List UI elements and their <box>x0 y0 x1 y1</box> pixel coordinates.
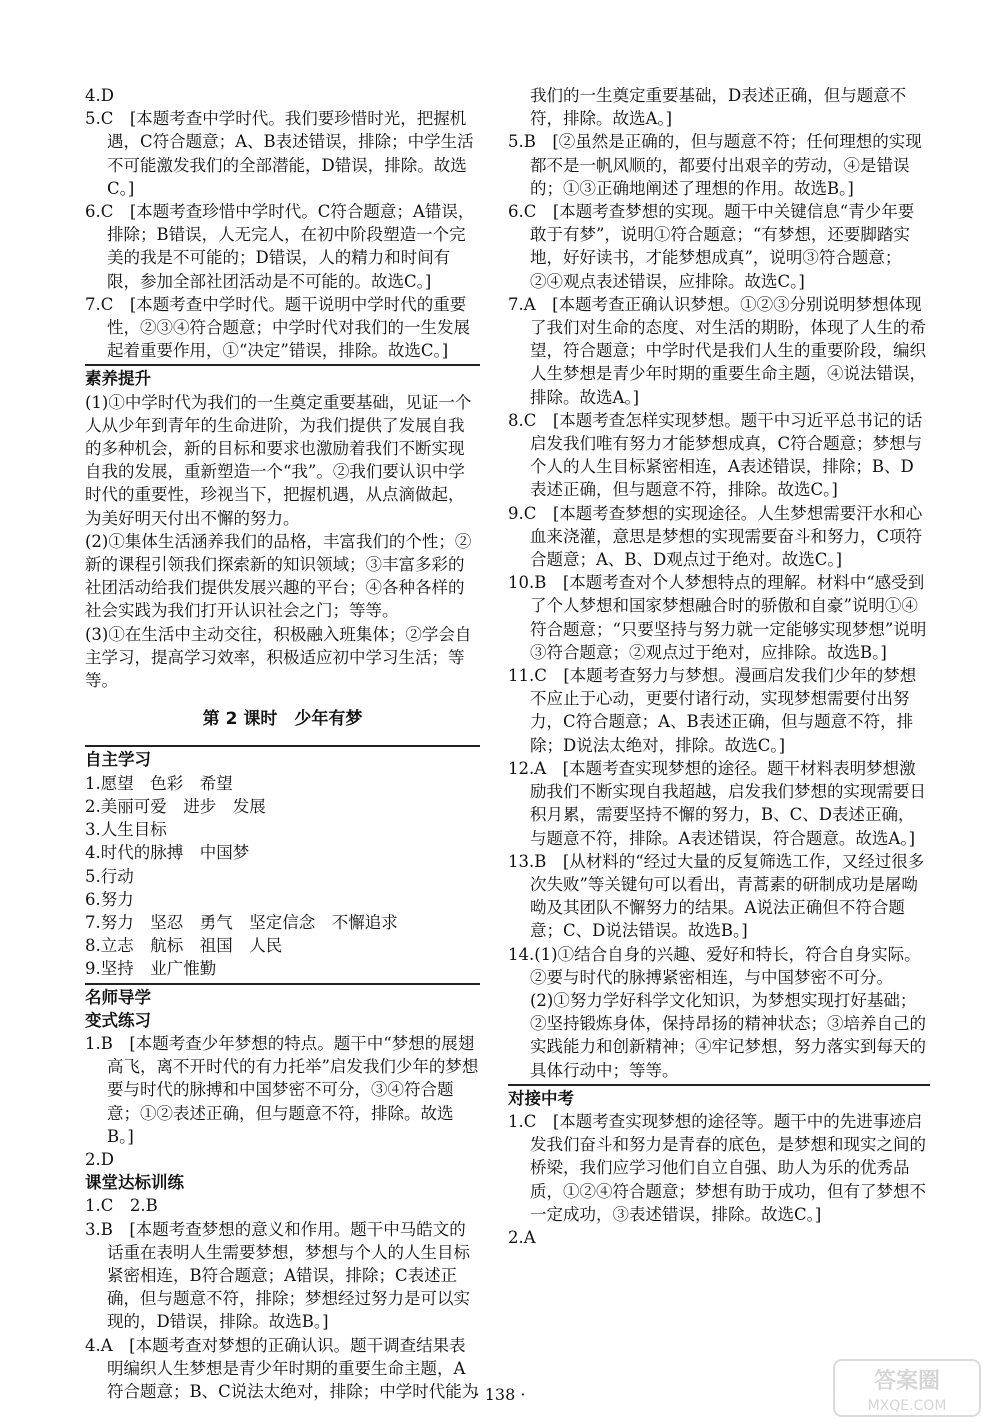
watermark-top: 答案圈 <box>873 1369 941 1394</box>
left-column <box>85 84 480 1403</box>
answer-item: 7.C [本题考查中学时代。题干说明中学时代的重要性，②③④符合题意；中学时代对我们的一生发展起着重要作用，①“决定”错误，排除。故选C。] <box>85 294 470 361</box>
answer-item: 9.坚持 业广惟勤 <box>85 959 217 979</box>
answer-item: 4.D <box>85 86 114 105</box>
lesson-title: 第 2 课时 少年有梦 <box>202 709 363 730</box>
answer-item: 8.C [本题考查怎样实现梦想。题干中习近平总书记的话启发我们唯有努力才能梦想成真，C符合题意；梦想与个人的人生目标紧密相连，A表述错误，排除；B、D表述正确，但与题意不符，排除。故选C。] <box>508 410 923 500</box>
answer-item: 7.努力 坚忍 勇气 坚定信念 不懈追求 <box>85 912 398 932</box>
answer-item: 3.人生目标 <box>85 820 167 840</box>
answer-item: 1.B [本题考查少年梦想的特点。题干中“梦想的展翅高飞，离不开时代的有力托举”启发我们少年的梦想要与时代的脉搏和中国梦密不可分，③④符合题意；①②表述正确，但与题意不符，排除。故选B。] <box>85 1033 479 1146</box>
section-heading: 变式练习 <box>85 1010 151 1030</box>
answer-item: 4.时代的脉搏 中国梦 <box>85 843 250 863</box>
section-heading: 名师导学 <box>85 983 480 1009</box>
answer-item: 1.C 2.B <box>85 1196 158 1216</box>
answer-item: 5.C [本题考查中学时代。我们要珍惜时光，把握机遇，C符合题意；A、B表述错误，排除；中学生活不可能激发我们的全部潜能，D错误，排除。故选C。] <box>85 109 474 198</box>
paragraph: (1)①中学时代为我们的一生奠定重要基础，见证一个人从少年到青年的生命进阶，为我们提供了发展自我的多种机会，新的目标和要求也激励着我们不断实现自我的发展，重新塑造一个“我”。②我们要认识中学时代的重要性，珍视当下，把握机遇，从点滴做起，为美好明天付出不懈的努力。 <box>85 392 472 528</box>
answer-item: 6.努力 <box>85 889 134 909</box>
paragraph: (2)①集体生活涵养我们的品格，丰富我们的个性；②新的课程引领我们探索新的知识领域；③丰富多彩的社团活动给我们提供发展兴趣的平台；④各种各样的社会实践为我们打开认识社会之门；等等。 <box>85 531 472 621</box>
answer-item: 2.A <box>508 1227 536 1247</box>
watermark-logo <box>832 1358 982 1418</box>
paragraph: (3)①在生活中主动交往，积极融入班集体；②学会自主学习，提高学习效率，积极适应初中学习生活；等等。 <box>85 624 472 691</box>
answer-item: 13.B [从材料的“经过大量的反复筛选工作，又经过很多次失败”等关键句可以看出，青蒿素的研制成功是屠呦呦及其团队不懈努力的结果。A说法正确但不符合题意；C、D说法错误。故选B。] <box>508 851 925 941</box>
answer-item: 2.D <box>85 1149 114 1169</box>
answer-item: 3.B [本题考查梦想的意义和作用。题干中马皓文的话重在表明人生需要梦想，梦想与个人的人生目标紧密相连，B符合题意；A错误，排除；C表述正确，但与题意不符，排除；梦想经过努力是可以实现的，D错误，排除。故选B。] <box>85 1219 470 1332</box>
answer-item: 1.C [本题考查实现梦想的途径等。题干中的先进事迹启发我们奋斗和努力是青春的底色，是梦想和现实之间的桥梁，我们应学习他们自立自强、助人为乐的优秀品质，①②④符合题意；梦想有助于成功，但有了梦想不一定成功，③表述错误，排除。故选C。] <box>508 1111 926 1224</box>
right-column <box>508 84 930 1249</box>
answer-item: 5.B [②虽然是正确的，但与题意不符；任何理想的实现都不是一帆风顺的，都要付出艰辛的劳动，④是错误的；①③正确地阐述了理想的作用。故选B。] <box>508 132 922 198</box>
answer-item: 14.(1)①结合自身的兴趣、爱好和特长，符合自身实际。②要与时代的脉搏紧密相连，与中国梦密不可分。 <box>508 944 921 987</box>
answer-item: 9.C [本题考查梦想的实现途径。人生梦想需要汗水和心血来浇灌，意思是梦想的实现需要奋斗和努力，C项符合题意；A、B、D观点过于绝对。故选C。] <box>508 503 923 570</box>
answer-subpart: (2)①努力学好科学文化知识，为梦想实现打好基础；②坚持锻炼身体，保持昂扬的精神状态；③培养自己的实践能力和创新精神；④牢记梦想，努力落实到每天的具体行动中；等等。 <box>530 990 926 1080</box>
answer-continuation: 我们的一生奠定重要基础，D表述正确，但与题意不符，排除。故选A。] <box>530 86 907 129</box>
answer-item: 6.C [本题考查梦想的实现。题干中关键信息“青少年要敢于有梦”，说明①符合题意；“有梦想，还要脚踏实地，好好读书，才能梦想成真”，说明③符合题意；②④观点表述错误，应排除。故选C。] <box>508 202 915 291</box>
answer-item: 6.C [本题考查珍惜中学时代。C符合题意；A错误，排除；B错误，人无完人，在初中阶段塑造一个完美的我是不可能的；D错误，人的精力和时间有限，参加全部社团活动是不可能的。故选C。] <box>85 202 475 291</box>
page-number: · 138 · <box>474 1385 526 1404</box>
section-heading: 素养提升 <box>85 364 480 390</box>
answer-item: 5.行动 <box>85 866 134 886</box>
answer-item: 12.A [本题考查实现梦想的途径。题干材料表明梦想激励我们不断实现自我超越，启发我们梦想的实现需要日积月累，需要坚持不懈的努力，B、C、D表述正确，与题意不符，排除。A表述错误，符合题意。故选A。] <box>508 758 926 848</box>
answer-item: 2.美丽可爱 进步 发展 <box>85 796 266 816</box>
answer-item: 1.愿望 色彩 希望 <box>85 773 233 793</box>
answer-item: 7.A [本题考查正确认识梦想。①②③分别说明梦想体现了我们对生命的态度、对生活的期盼，体现了人生的希望，符合题意；中学时代是我们人生的重要阶段，编织人生梦想是青少年时期的重要生命主题，④说法错误，排除。故选A。] <box>508 294 926 407</box>
answer-item: 10.B [本题考查对个人梦想特点的理解。材料中“感受到了个人梦想和国家梦想融合时的骄傲和自豪”说明①④符合题意；“只要坚持与努力就一定能够实现梦想”说明③符合题意；②观点过于绝对，应排除。故选B。] <box>508 573 927 662</box>
watermark-bottom: MXQE.COM <box>867 1398 947 1414</box>
section-heading: 对接中考 <box>508 1084 930 1110</box>
answer-item: 8.立志 航标 祖国 人民 <box>85 936 283 956</box>
answer-item: 4.A [本题考查对梦想的正确认识。题干调查结果表明编织人生梦想是青少年时期的重要生命主题，A符合题意；B、C说法太绝对，排除；中学时代能为 <box>85 1335 479 1401</box>
section-heading: 课堂达标训练 <box>85 1173 184 1193</box>
answer-item: 11.C [本题考查努力与梦想。漫画启发我们少年的梦想不应止于心动，更要付诸行动，实现梦想需要付出努力，C符合题意；A、B表述正确，但与题意不符，排除；D说法太绝对，排除。故选C。] <box>508 666 917 755</box>
section-heading: 自主学习 <box>85 745 480 771</box>
